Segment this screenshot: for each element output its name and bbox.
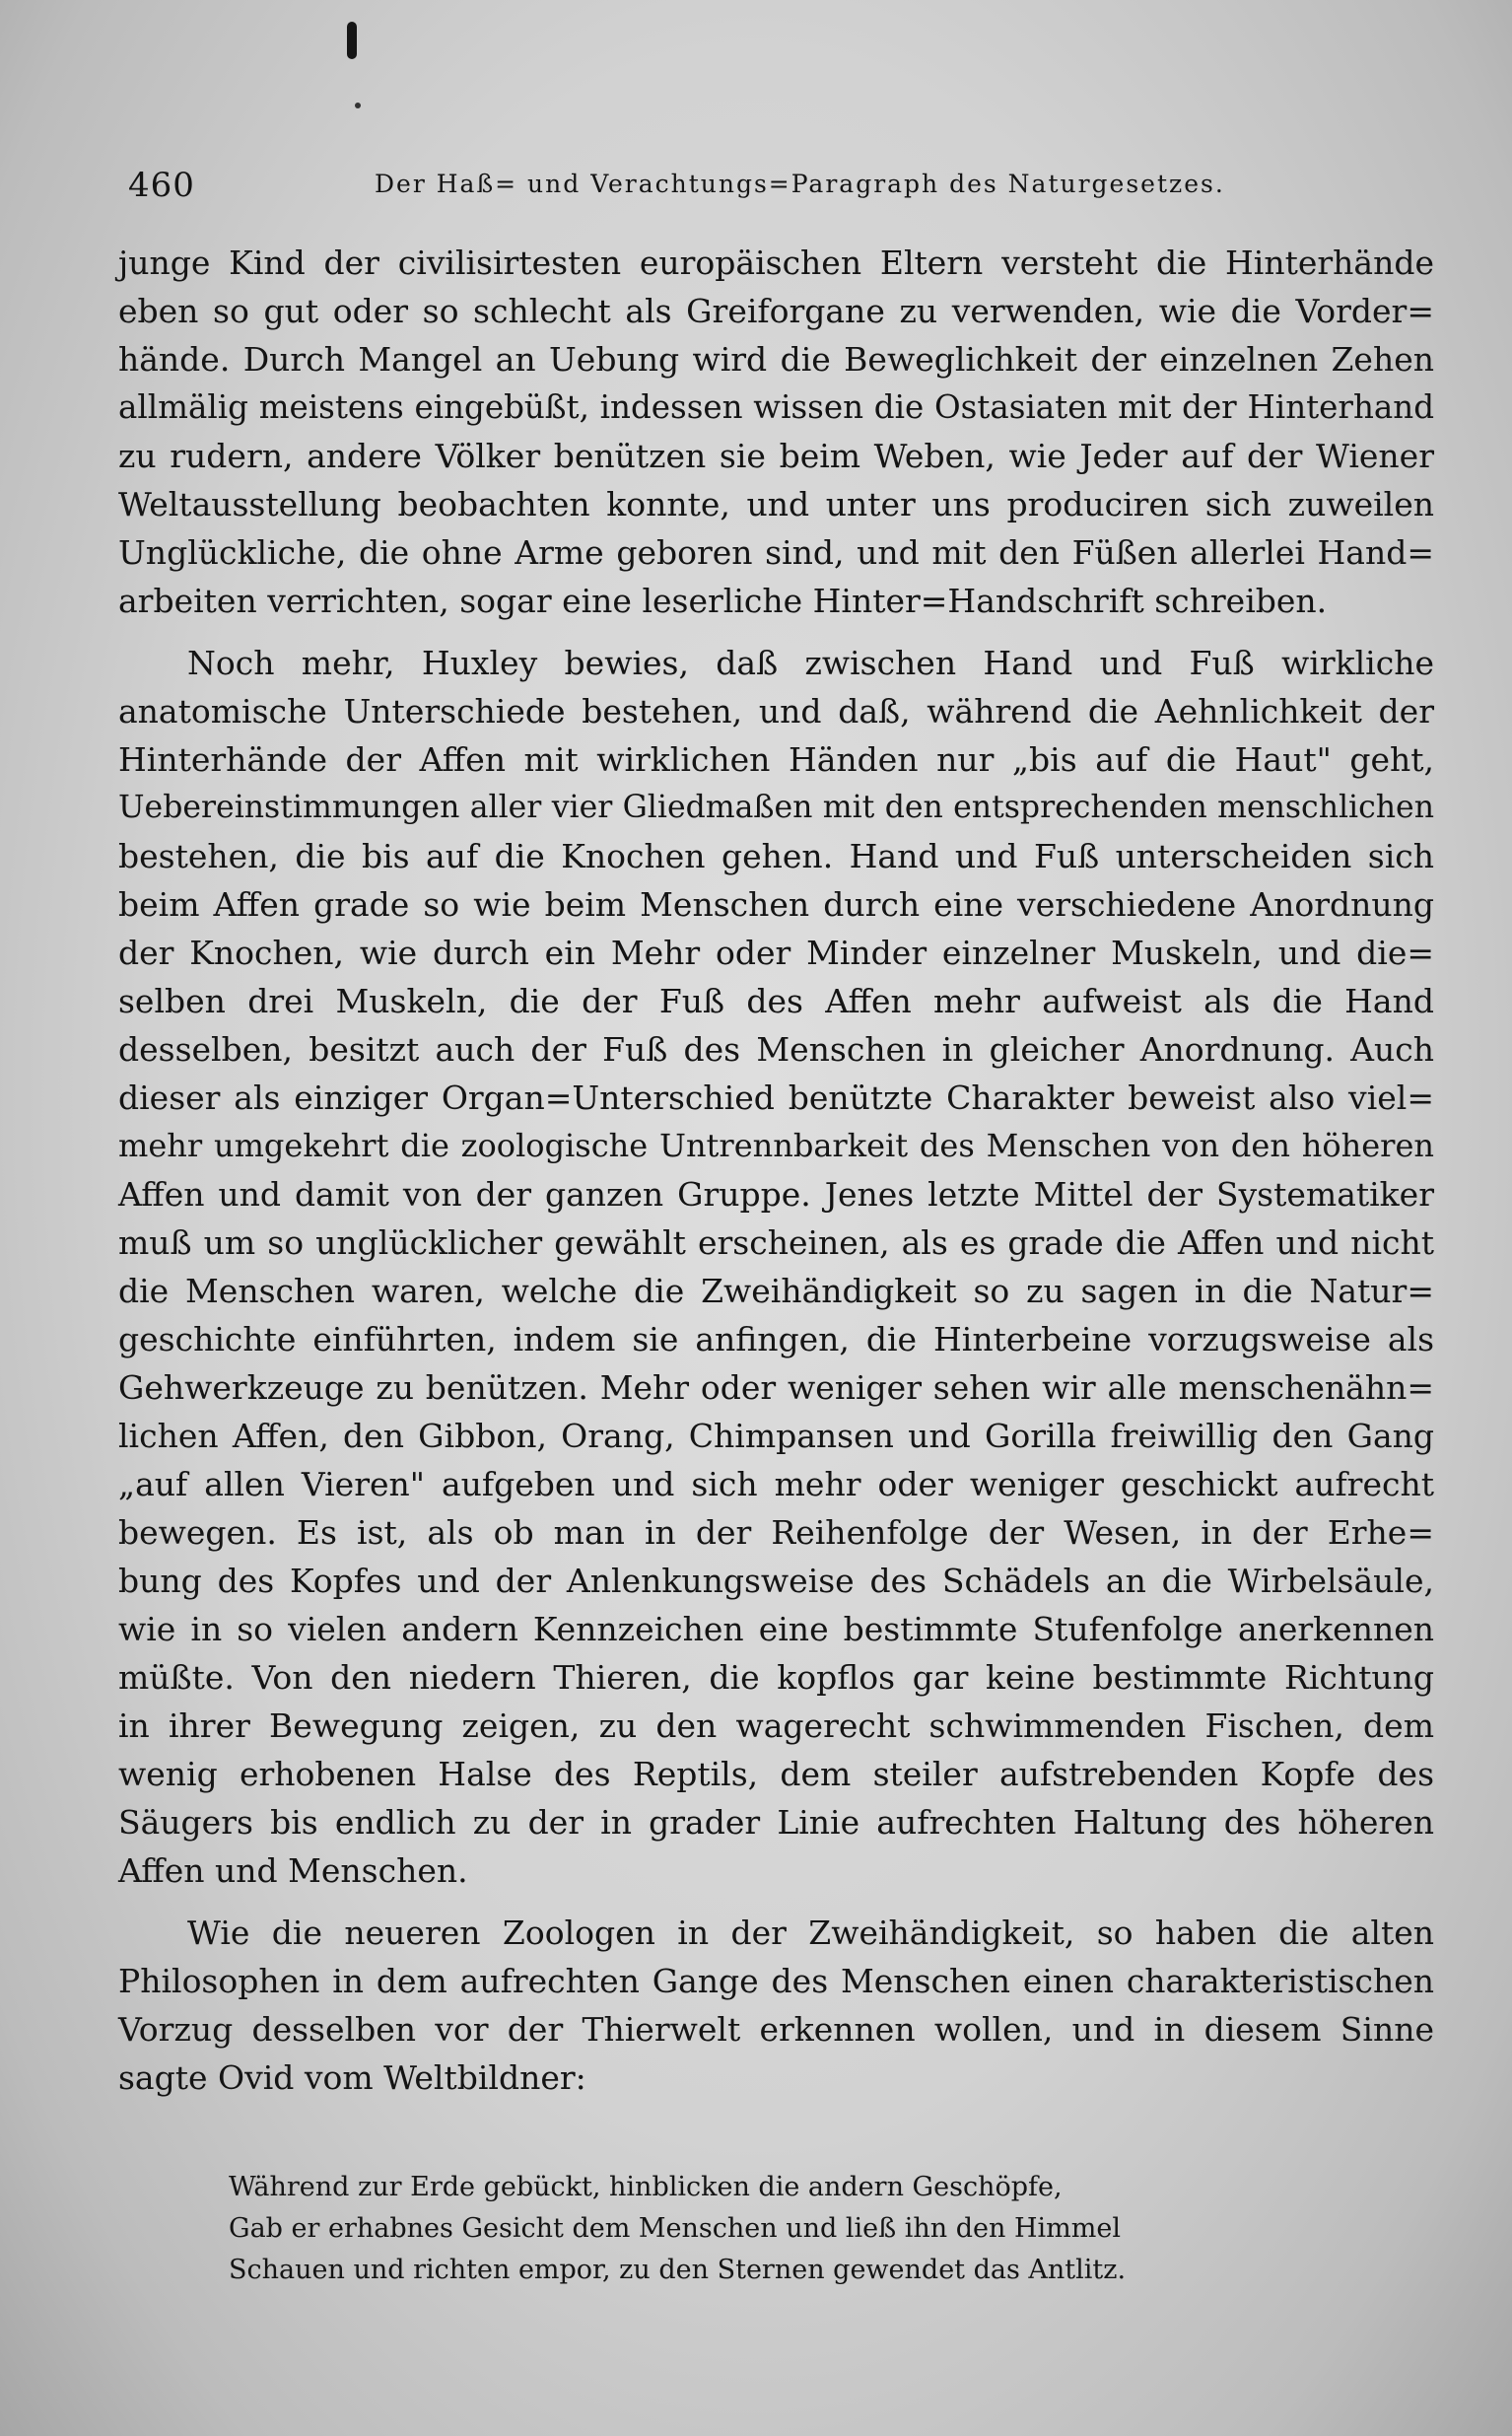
text-line: Affen und damit von der ganzen Gruppe. Jenes letzte Mittel der Systematiker xyxy=(118,1175,1434,1214)
text-line: eben so gut oder so schlecht als Greiforgane zu verwenden, wie die Vorder= xyxy=(118,292,1434,330)
body-text xyxy=(118,239,1434,2102)
text-line: Unglückliche, die ohne Arme geboren sind, und mit den Füßen allerlei Hand= xyxy=(118,533,1434,572)
paragraph-2 xyxy=(118,639,1434,1895)
text-line: Säugers bis endlich zu der in grader Linie aufrechten Haltung des höheren xyxy=(118,1803,1434,1842)
text-line: muß um so unglücklicher gewählt erscheinen, als es grade die Affen und nicht xyxy=(118,1223,1434,1262)
text-line: der Knochen, wie durch ein Mehr oder Minder einzelner Muskeln, und die= xyxy=(118,934,1434,972)
text-line: Hinterhände der Affen mit wirklichen Händen nur „bis auf die Haut" geht, xyxy=(118,740,1434,779)
text-line: Uebereinstimmungen aller vier Gliedmaßen mit den entsprechenden menschlichen xyxy=(118,790,1434,825)
text-line: die Menschen waren, welche die Zweihändigkeit so zu sagen in die Natur= xyxy=(118,1272,1434,1310)
text-line: hände. Durch Mangel an Uebung wird die Beweglichkeit der einzelnen Zehen xyxy=(118,340,1434,379)
text-line: wenig erhobenen Halse des Reptils, dem steiler aufstrebenden Kopfe des xyxy=(118,1755,1434,1793)
paragraph-3 xyxy=(118,1909,1434,2102)
text-line: müßte. Von den niedern Thieren, die kopflos gar keine bestimmte Richtung xyxy=(118,1658,1434,1697)
paragraph-1 xyxy=(118,239,1434,625)
text-line: Affen und Menschen. xyxy=(118,1851,468,1890)
verse-quote xyxy=(229,2167,1214,2291)
text-line: junge Kind der civilisirtesten europäischen Eltern versteht die Hinterhände xyxy=(118,244,1434,282)
verse-line: Gab er erhabnes Gesicht dem Menschen und ließ ihn den Himmel xyxy=(229,2213,1121,2244)
text-line: desselben, besitzt auch der Fuß des Menschen in gleicher Anordnung. Auch xyxy=(118,1030,1434,1069)
text-line: „auf allen Vieren" aufgeben und sich mehr oder weniger geschickt aufrecht xyxy=(118,1465,1434,1503)
ink-dot xyxy=(355,103,361,108)
text-line: arbeiten verrichten, sogar eine leserliche Hinter=Handschrift schreiben. xyxy=(118,582,1328,620)
page-header xyxy=(128,166,1390,211)
text-line: dieser als einziger Organ=Unterschied benützte Charakter beweist also viel= xyxy=(118,1079,1434,1117)
text-line: in ihrer Bewegung zeigen, zu den wagerecht schwimmenden Fischen, dem xyxy=(118,1706,1434,1745)
text-line: geschichte einführten, indem sie anfingen, die Hinterbeine vorzugsweise als xyxy=(118,1320,1434,1358)
text-line: Wie die neueren Zoologen in der Zweihändigkeit, so haben die alten xyxy=(187,1914,1434,1952)
text-line: mehr umgekehrt die zoologische Untrennbarkeit des Menschen von den höheren xyxy=(118,1127,1434,1164)
text-line: Philosophen in dem aufrechten Gange des Menschen einen charakteristischen xyxy=(118,1962,1434,2000)
text-line: wie in so vielen andern Kennzeichen eine bestimmte Stufenfolge anerkennen xyxy=(118,1610,1434,1648)
verse-line: Schauen und richten empor, zu den Sternen gewendet das Antlitz. xyxy=(229,2255,1127,2285)
running-head: Der Haß= und Verachtungs=Paragraph des Naturgesetzes. xyxy=(375,170,1225,198)
verse-line: Während zur Erde gebückt, hinblicken die andern Geschöpfe, xyxy=(229,2172,1063,2202)
text-line: Vorzug desselben vor der Thierwelt erkennen wollen, und in diesem Sinne xyxy=(118,2010,1434,2049)
ink-speck xyxy=(347,22,357,59)
text-line: Gehwerkzeuge zu benützen. Mehr oder weniger sehen wir alle menschenähn= xyxy=(118,1368,1434,1407)
text-line: beim Affen grade so wie beim Menschen durch eine verschiedene Anordnung xyxy=(118,885,1434,924)
text-line: selben drei Muskeln, die der Fuß des Affen mehr aufweist als die Hand xyxy=(118,982,1434,1020)
page-number: 460 xyxy=(128,166,195,205)
text-line: Weltausstellung beobachten konnte, und unter uns produciren sich zuweilen xyxy=(118,485,1434,523)
text-line: sagte Ovid vom Weltbildner: xyxy=(118,2058,586,2097)
text-line: anatomische Unterschiede bestehen, und daß, während die Aehnlichkeit der xyxy=(118,692,1434,731)
text-line: bestehen, die bis auf die Knochen gehen. Hand und Fuß unterscheiden sich xyxy=(118,837,1434,875)
text-line: zu rudern, andere Völker benützen sie beim Weben, wie Jeder auf der Wiener xyxy=(118,437,1434,475)
text-line: Noch mehr, Huxley bewies, daß zwischen Hand und Fuß wirkliche xyxy=(187,644,1434,682)
text-line: bewegen. Es ist, als ob man in der Reihenfolge der Wesen, in der Erhe= xyxy=(118,1513,1434,1552)
text-line: bung des Kopfes und der Anlenkungsweise des Schädels an die Wirbelsäule, xyxy=(118,1562,1434,1600)
text-line: lichen Affen, den Gibbon, Orang, Chimpansen und Gorilla freiwillig den Gang xyxy=(118,1417,1434,1455)
text-line: allmälig meistens eingebüßt, indessen wissen die Ostasiaten mit der Hinterhand xyxy=(118,388,1434,426)
